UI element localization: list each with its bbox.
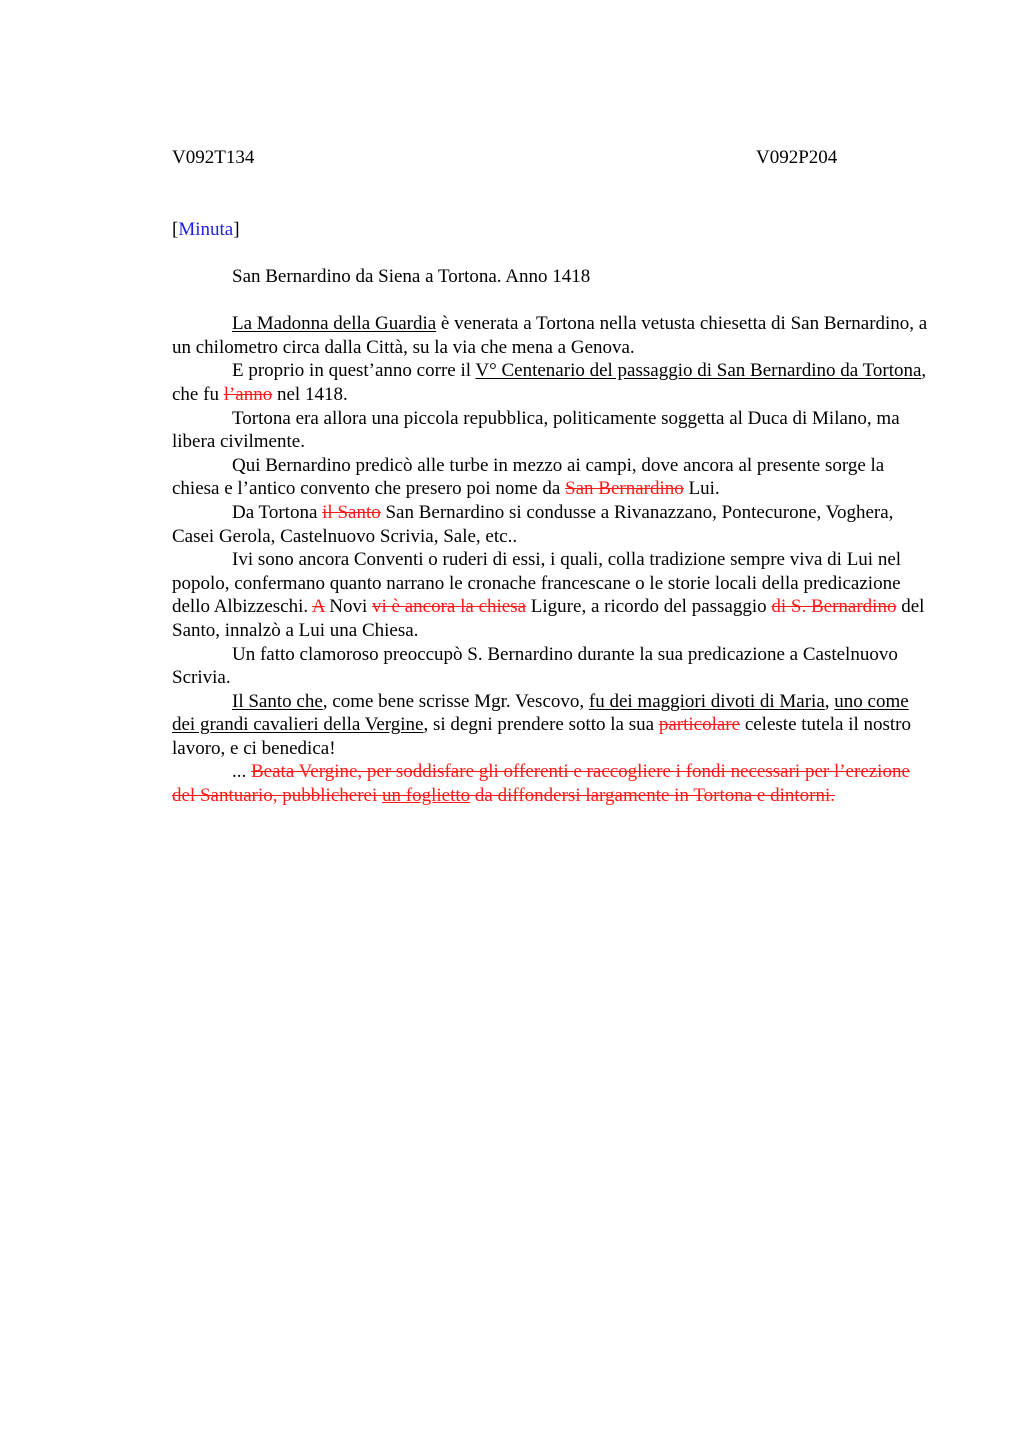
deleted-text: da diffondersi largamente in Tortona e dintorni. <box>470 785 835 807</box>
deleted-text: l’anno <box>223 383 273 405</box>
paragraph-p8 <box>172 690 932 761</box>
close-bracket: ] <box>233 219 240 240</box>
text-segment: , <box>824 690 835 712</box>
paragraph-p1 <box>172 312 932 359</box>
page-header <box>172 146 872 170</box>
deleted-text: il Santo <box>322 501 381 523</box>
draft-note <box>172 218 240 242</box>
document-title: San Bernardino da Siena a Tortona. Anno 1418 <box>232 266 591 287</box>
paragraph-p5 <box>172 501 932 548</box>
paragraph-p3 <box>172 407 932 454</box>
deleted-text: vi è ancora la chiesa <box>372 596 527 618</box>
document-body <box>172 265 932 808</box>
text-segment: Ivi sono ancora Conventi o ruderi di essi, i quali, colla tradizione sempre viva di Lui nel popolo, confermano quanto narrano le cronache francescane o le storie locali della predicazione dello Albizzeschi. <box>172 549 902 618</box>
paragraph-p4 <box>172 454 932 501</box>
draft-label: Minuta <box>178 219 234 240</box>
document-code-right: V092P204 <box>756 147 838 168</box>
underlined-text: uno come dei grandi cavalieri della Vergine <box>172 690 909 736</box>
text-segment: Tortona era allora una piccola repubblica, politicamente soggetta al Duca di Milano, ma libera civilmente. <box>172 407 900 453</box>
underlined-text: V° Centenario del passaggio di San Bernardino da Tortona <box>475 360 922 382</box>
text-segment: , si degni prendere sotto la sua <box>423 714 659 736</box>
deleted-underlined-text: un foglietto <box>382 785 471 807</box>
deleted-text: San Bernardino <box>565 478 684 500</box>
underlined-text: fu dei maggiori divoti di Maria <box>588 690 825 712</box>
deleted-text: particolare <box>658 714 741 736</box>
document-code-left: V092T134 <box>172 147 255 168</box>
paragraph-p2 <box>172 359 932 406</box>
paragraph-p6 <box>172 548 932 642</box>
text-segment: , come bene scrisse Mgr. Vescovo, <box>322 690 589 712</box>
text-segment: Ligure, a ricordo del passaggio <box>526 596 772 618</box>
deleted-text: Beata Vergine, per soddisfare gli offerenti e raccogliere i fondi necessari per l’erezione del Santuario, pubblicherei <box>172 761 910 807</box>
paragraph-p7 <box>172 643 932 690</box>
text-segment: nel 1418. <box>272 383 348 405</box>
text-segment: Lui. <box>683 478 720 500</box>
paragraph-p9 <box>172 760 932 807</box>
text-segment: Qui Bernardino predicò alle turbe in mezzo ai campi, dove ancora al presente sorge la chiesa e l’antico convento che presero poi nome da <box>172 454 885 500</box>
text-segment: Da Tortona <box>232 501 323 523</box>
text-segment: ... <box>232 761 251 783</box>
text-segment: , che fu <box>172 360 927 405</box>
underlined-text: Il Santo che <box>232 690 323 712</box>
open-bracket: [ <box>172 219 179 240</box>
text-segment: è venerata a Tortona nella vetusta chiesetta di San Bernardino, a un chilometro circa dalla Città, su la via che mena a Genova. <box>172 313 928 358</box>
text-segment: E proprio in quest’anno corre il <box>232 360 476 382</box>
text-segment: celeste tutela il nostro lavoro, e ci benedica! <box>172 714 912 759</box>
paragraph-list <box>172 312 932 807</box>
deleted-text: A <box>311 596 325 618</box>
text-segment: San Bernardino si condusse a Rivanazzano, Pontecurone, Voghera, Casei Gerola, Castelnuovo Scrivia, Sale, etc.. <box>172 501 894 547</box>
text-segment: del Santo, innalzò a Lui una Chiesa. <box>172 596 925 641</box>
text-segment: Novi <box>324 596 373 618</box>
underlined-text: La Madonna della Guardia <box>232 313 437 335</box>
text-segment: Un fatto clamoroso preoccupò S. Bernardino durante la sua predicazione a Castelnuovo Scrivia. <box>172 643 898 689</box>
deleted-text: di S. Bernardino <box>771 596 897 618</box>
